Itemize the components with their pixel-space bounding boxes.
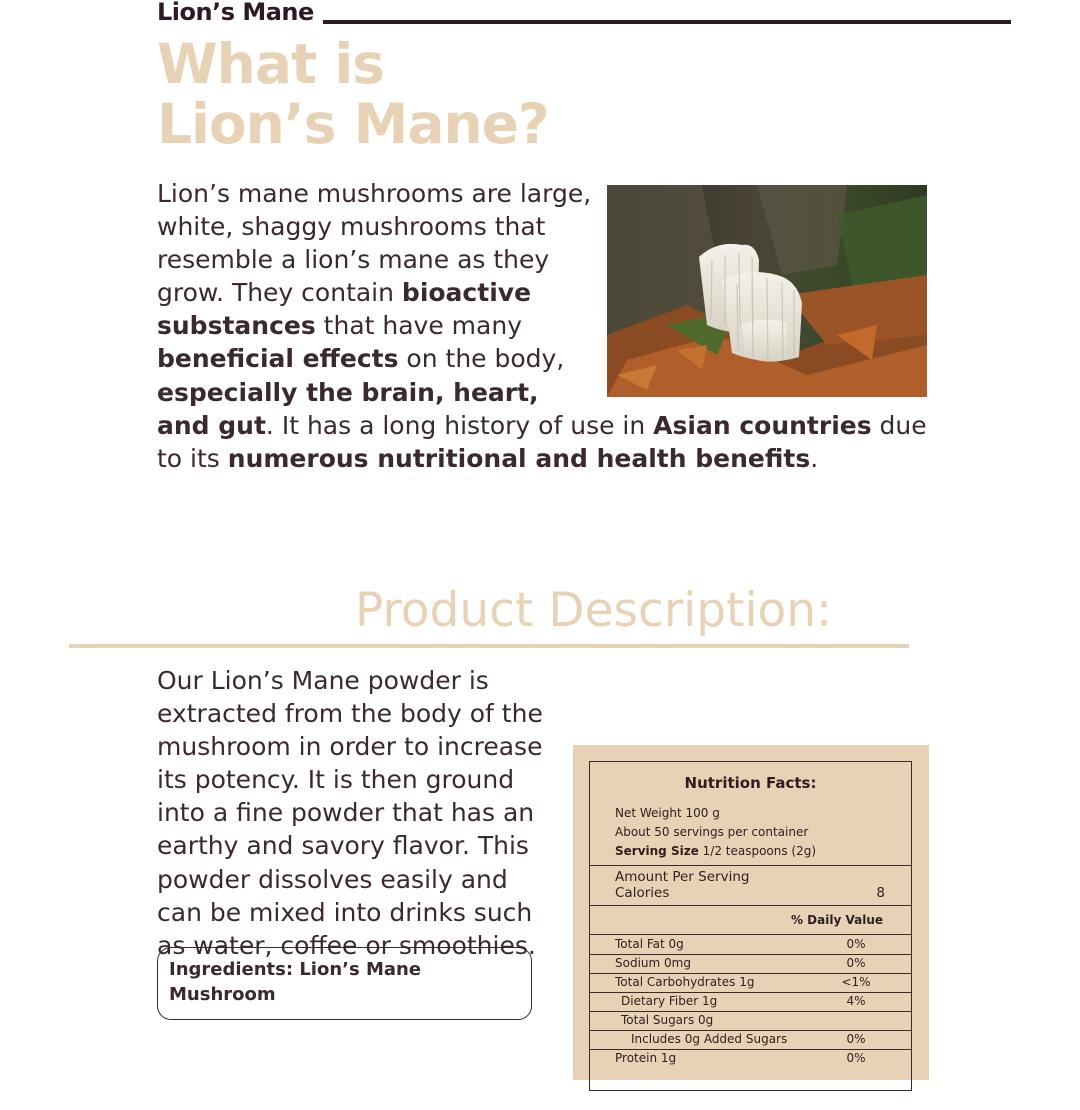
nutrient-value: <1% bbox=[841, 975, 871, 989]
intro-text-segment: on the body, bbox=[398, 344, 565, 374]
intro-text-segment: Lion’s mane mushrooms are large, white, shaggy mushrooms that resemble a lion’s mane as they grow. They contain bbox=[157, 179, 592, 308]
nutrient-value: 0% bbox=[846, 1032, 866, 1046]
title-line-2: Lion’s Mane? bbox=[157, 92, 549, 156]
nutrient-label: Includes 0g Added Sugars bbox=[631, 1032, 788, 1046]
lions-mane-mushroom-photo bbox=[607, 185, 927, 397]
calories-value: 8 bbox=[876, 885, 885, 901]
nutrition-facts-label bbox=[589, 761, 912, 1091]
intro-text-segment: . bbox=[810, 443, 819, 473]
nutrient-value: 0% bbox=[846, 937, 866, 951]
nutrient-row bbox=[590, 954, 911, 973]
calories-label: Calories bbox=[615, 885, 670, 901]
title-line-1: What is bbox=[157, 32, 384, 96]
intro-text-bold: numerous nutritional and health benefits bbox=[227, 443, 811, 473]
nutrient-value: 4% bbox=[846, 994, 866, 1008]
nutrient-row bbox=[590, 1049, 911, 1068]
nutrition-divider bbox=[590, 865, 911, 866]
intro-text-bold: beneficial effects bbox=[157, 344, 399, 374]
nutrient-label: Total Fat 0g bbox=[615, 937, 684, 951]
nutrient-row bbox=[590, 1030, 911, 1049]
intro-text-segment: due to its bbox=[157, 410, 927, 473]
nutrient-row bbox=[590, 1011, 911, 1030]
nutrient-row bbox=[590, 973, 911, 992]
nutrient-row bbox=[590, 992, 911, 1011]
daily-value-header: % Daily Value bbox=[790, 913, 883, 927]
nutrient-label: Protein 1g bbox=[615, 1051, 677, 1065]
product-description-title: Product Description: bbox=[355, 583, 832, 638]
nutrient-label: Total Sugars 0g bbox=[621, 1013, 714, 1027]
nutrient-label: Sodium 0mg bbox=[615, 956, 691, 970]
intro-text-bold: especially the brain, heart, and gut bbox=[157, 377, 539, 440]
product-description-body: Our Lion’s Mane powder is extracted from the body of the mushroom in order to increase its potency. It is then ground into a fine powder that has an earthy and savory flavor. This powder dissolves easily and can be mixed into drinks such as water, coffee or smoothies. bbox=[157, 666, 543, 960]
intro-text-bold: bioactive substances bbox=[157, 278, 532, 341]
net-weight: Net Weight 100 g bbox=[615, 806, 720, 820]
intro-text-segment: that have many bbox=[315, 311, 522, 341]
brand-label: Lion’s Mane bbox=[157, 0, 314, 26]
intro-text-segment: . It has a long history of use in bbox=[265, 410, 654, 440]
ingredients-box: Ingredients: Lion’s Mane Mushroom bbox=[157, 947, 532, 1020]
intro-text-bold: Asian countries bbox=[653, 410, 872, 440]
intro-paragraph bbox=[157, 177, 927, 475]
page-title bbox=[157, 34, 549, 154]
nutrient-value: 0% bbox=[846, 956, 866, 970]
nutrient-row bbox=[590, 935, 911, 954]
product-description-divider bbox=[69, 644, 909, 648]
nutrient-value: 0% bbox=[846, 1051, 866, 1065]
nutrition-panel bbox=[573, 745, 929, 1080]
nutrient-label: Total Carbohydrates 1g bbox=[615, 975, 755, 989]
header-divider bbox=[323, 20, 1011, 24]
amount-per-serving: Amount Per Serving bbox=[615, 869, 750, 885]
nutrition-title: Nutrition Facts: bbox=[684, 774, 817, 792]
serving-size bbox=[615, 844, 816, 858]
serving-size-value: 1/2 teaspoons (2g) bbox=[698, 844, 817, 858]
servings-per-container: About 50 servings per container bbox=[615, 825, 809, 839]
nutrition-divider bbox=[590, 905, 911, 906]
serving-size-label: Serving Size bbox=[615, 844, 699, 858]
nutrient-label: Dietary Fiber 1g bbox=[621, 994, 718, 1008]
